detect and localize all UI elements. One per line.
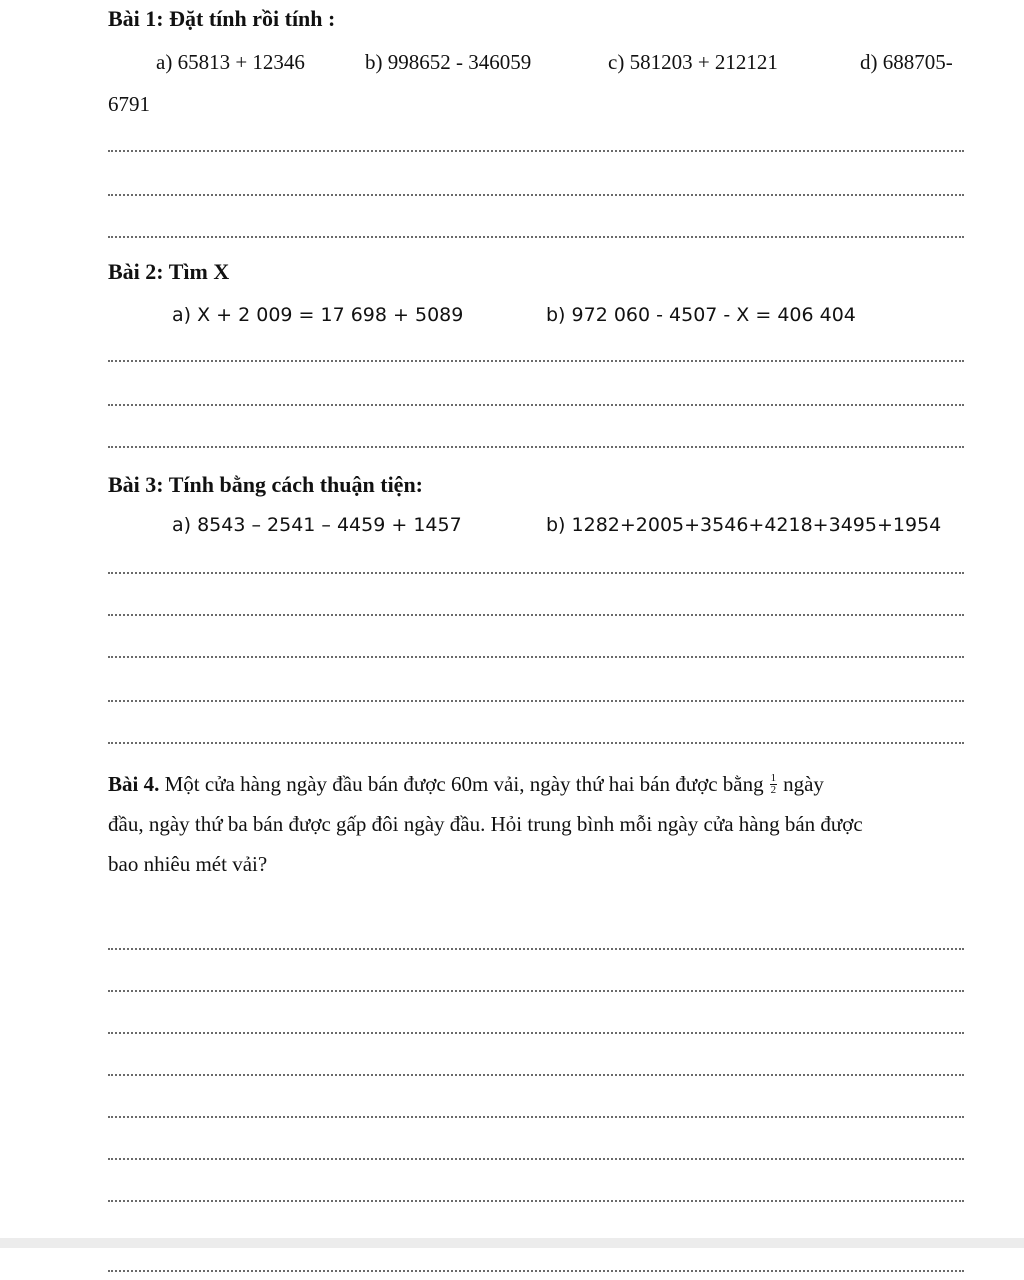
answer-line [108,990,964,992]
bai2-item-b: b) 972 060 - 4507 - X = 406 404 [546,304,856,326]
bai1-item-a: a) 65813 + 12346 [156,50,305,74]
page-break-band [0,1238,1024,1248]
bai3-item-b: b) 1282+2005+3546+4218+3495+1954 [546,514,942,536]
fraction-numerator: 1 [770,771,777,784]
answer-line [108,1074,964,1076]
answer-line [108,572,964,574]
bai4-line-1 [108,764,968,804]
answer-line [108,1270,964,1272]
answer-line [108,236,964,238]
answer-line [108,1158,964,1160]
one-half-fraction [770,773,778,796]
bai4-problem [108,764,968,884]
answer-line [108,1200,964,1202]
answer-line [108,404,964,406]
answer-line [108,446,964,448]
answer-line [108,700,964,702]
bai4-text-part2: ngày [783,772,824,796]
bai1-item-d: d) 688705- [860,50,953,74]
bai4-line-3: bao nhiêu mét vải? [108,852,268,876]
answer-line [108,1116,964,1118]
bai4-text-part1: Một cửa hàng ngày đầu bán được 60m vải, ngày thứ hai bán được bằng [159,772,764,796]
bai2-item-a: a) X + 2 009 = 17 698 + 5089 [172,304,464,326]
bai1-item-b: b) 998652 - 346059 [365,50,532,74]
bai1-item-c: c) 581203 + 212121 [608,50,778,74]
bai1-title: Bài 1: Đặt tính rồi tính : [108,6,336,31]
bai4-label: Bài 4. [108,772,160,796]
answer-line [108,1032,964,1034]
bai3-item-a: a) 8543 – 2541 – 4459 + 1457 [172,514,462,536]
bai2-title: Bài 2: Tìm X [108,259,230,284]
fraction-denominator: 2 [770,783,777,796]
answer-line [108,656,964,658]
answer-line [108,360,964,362]
bai3-title: Bài 3: Tính bằng cách thuận tiện: [108,472,424,497]
answer-line [108,194,964,196]
bai1-item-d-continued: 6791 [108,92,150,116]
answer-line [108,948,964,950]
answer-line [108,614,964,616]
bai4-line-2: đầu, ngày thứ ba bán được gấp đôi ngày đầu. Hỏi trung bình mỗi ngày cửa hàng bán được [108,812,863,836]
answer-line [108,742,964,744]
answer-line [108,150,964,152]
